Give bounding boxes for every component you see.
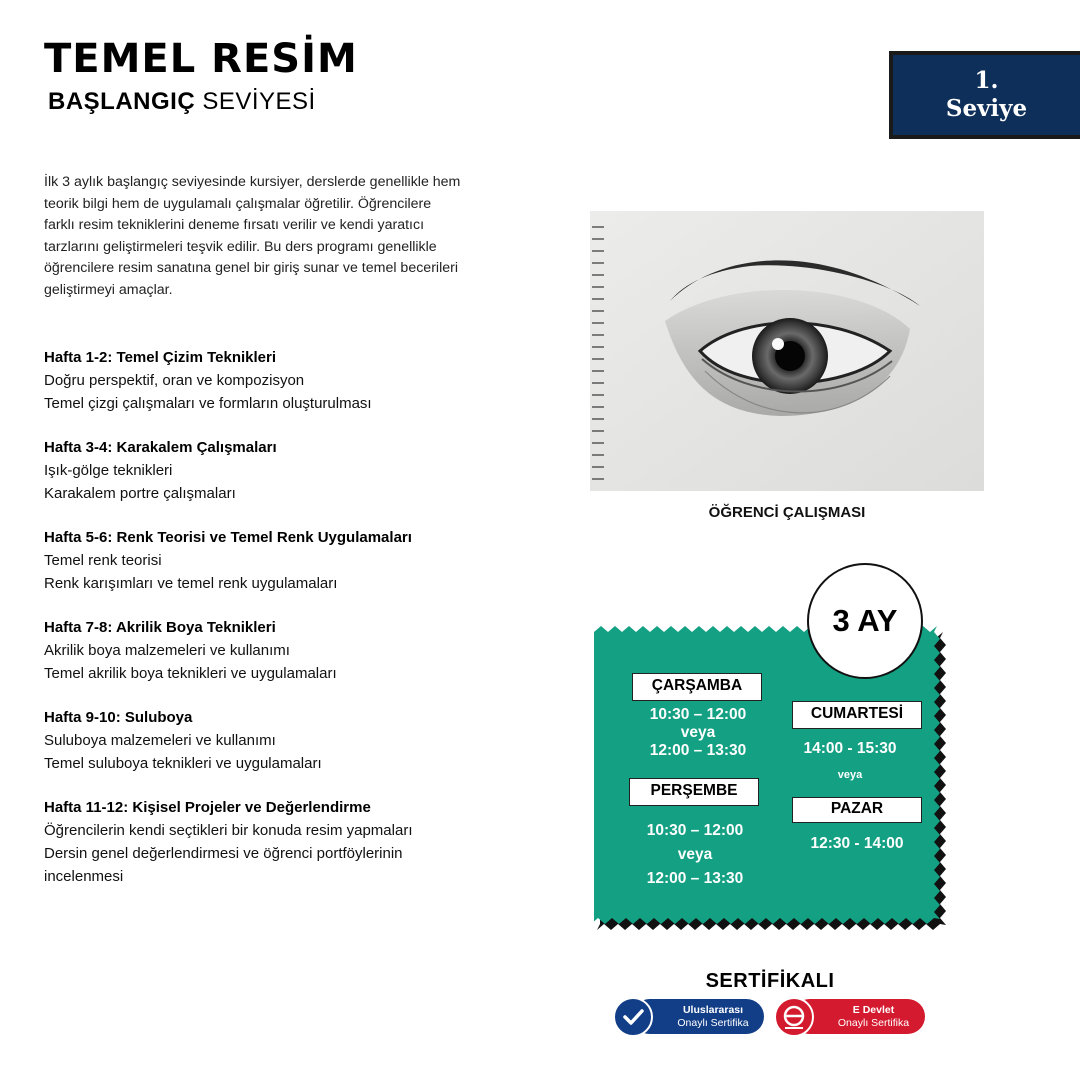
week-title: Hafta 9-10: Suluboya: [44, 709, 193, 726]
week-item: Akrilik boya malzemeleri ve kullanımı: [44, 642, 290, 659]
week-title: Hafta 7-8: Akrilik Boya Teknikleri: [44, 619, 276, 636]
week-title: Hafta 11-12: Kişisel Projeler ve Değerlendirme: [44, 799, 371, 816]
carsamba-times: [630, 706, 766, 760]
day-label-cumartesi: CUMARTESİ: [792, 701, 922, 729]
week-item: Karakalem portre çalışmaları: [44, 485, 236, 502]
intro-paragraph: İlk 3 aylık başlangıç seviyesinde kursiyer, derslerde genellikle hem teorik bilgi hem de uygulamalı çalışmalar öğretilir. Öğrencilere farklı resim tekniklerini deneme fırsatı verilir ve kendi yaratıcı tarzlarını geliştirmeleri teşvik edilir. Bu ders programı genellikle öğrencilere resim sanatına genel bir giriş sunar ve temel becerileri geliştirmeyi amaçlar.: [44, 174, 461, 298]
pazar-times: [792, 835, 922, 853]
certificate-title: SERTİFİKALI: [705, 970, 835, 992]
or-separator: veya: [677, 846, 713, 863]
time-slot: 12:00 – 13:30: [646, 870, 744, 887]
subtitle-word: SEVİYESİ: [202, 88, 316, 115]
day-label-pazar: PAZAR: [792, 797, 922, 823]
cert-line1: E Devlet: [852, 1003, 895, 1016]
cert-line2: Onaylı Sertifika: [677, 1016, 749, 1029]
week-block: [44, 706, 464, 775]
week-block: [44, 436, 464, 505]
persembe-times: [627, 819, 763, 891]
day-label-carsamba: ÇARŞAMBA: [632, 673, 762, 701]
student-artwork-photo: [590, 211, 984, 491]
time-slot: 12:30 - 14:00: [810, 835, 904, 852]
time-slot: 14:00 - 15:30: [803, 740, 897, 757]
week-item: Suluboya malzemeleri ve kullanımı: [44, 732, 276, 749]
week-title: Hafta 1-2: Temel Çizim Teknikleri: [44, 349, 277, 366]
level-badge: [889, 51, 1080, 139]
week-item: Renk karışımları ve temel renk uygulamaları: [44, 575, 338, 592]
page-subtitle: [48, 88, 316, 116]
week-item: Doğru perspektif, oran ve kompozisyon: [44, 372, 305, 389]
week-block: [44, 346, 464, 415]
week-block: [44, 526, 464, 595]
duration-badge: 3 AY: [807, 563, 923, 679]
day-label-persembe: PERŞEMBE: [629, 778, 759, 806]
subtitle-level: BAŞLANGIÇ: [48, 88, 196, 115]
or-separator: veya: [680, 724, 716, 741]
curriculum-list: [44, 346, 464, 909]
time-slot: 10:30 – 12:00: [646, 822, 744, 839]
cert-line2: Onaylı Sertifika: [837, 1016, 910, 1029]
week-block: [44, 796, 464, 888]
cert-line1: Uluslararası: [682, 1003, 744, 1016]
week-title: Hafta 5-6: Renk Teorisi ve Temel Renk Uygulamaları: [44, 529, 412, 546]
level-number: 1.: [974, 67, 999, 94]
week-item: Işık-gölge teknikleri: [44, 462, 173, 479]
week-item: Temel renk teorisi: [44, 552, 162, 569]
or-separator: veya: [837, 769, 863, 781]
time-slot: 12:00 – 13:30: [649, 742, 747, 759]
page-title: TEMEL RESİM: [44, 36, 358, 82]
week-block: [44, 616, 464, 685]
week-item: Temel suluboya teknikleri ve uygulamaları: [44, 755, 322, 772]
time-slot: 10:30 – 12:00: [649, 706, 747, 723]
week-item: Öğrencilerin kendi seçtikleri bir konuda resim yapmaları: [44, 822, 413, 839]
week-title: Hafta 3-4: Karakalem Çalışmaları: [44, 439, 277, 456]
week-item: Dersin genel değerlendirmesi ve öğrenci portföylerinin incelenmesi: [44, 845, 403, 885]
edevlet-logo-icon: [774, 997, 814, 1037]
level-label: Seviye: [945, 95, 1028, 122]
check-icon: [613, 997, 653, 1037]
photo-caption: ÖĞRENCİ ÇALIŞMASI: [708, 504, 866, 521]
cumartesi-times: [785, 740, 915, 784]
week-item: Temel akrilik boya teknikleri ve uygulamaları: [44, 665, 337, 682]
week-item: Temel çizgi çalışmaları ve formların oluşturulması: [44, 395, 372, 412]
